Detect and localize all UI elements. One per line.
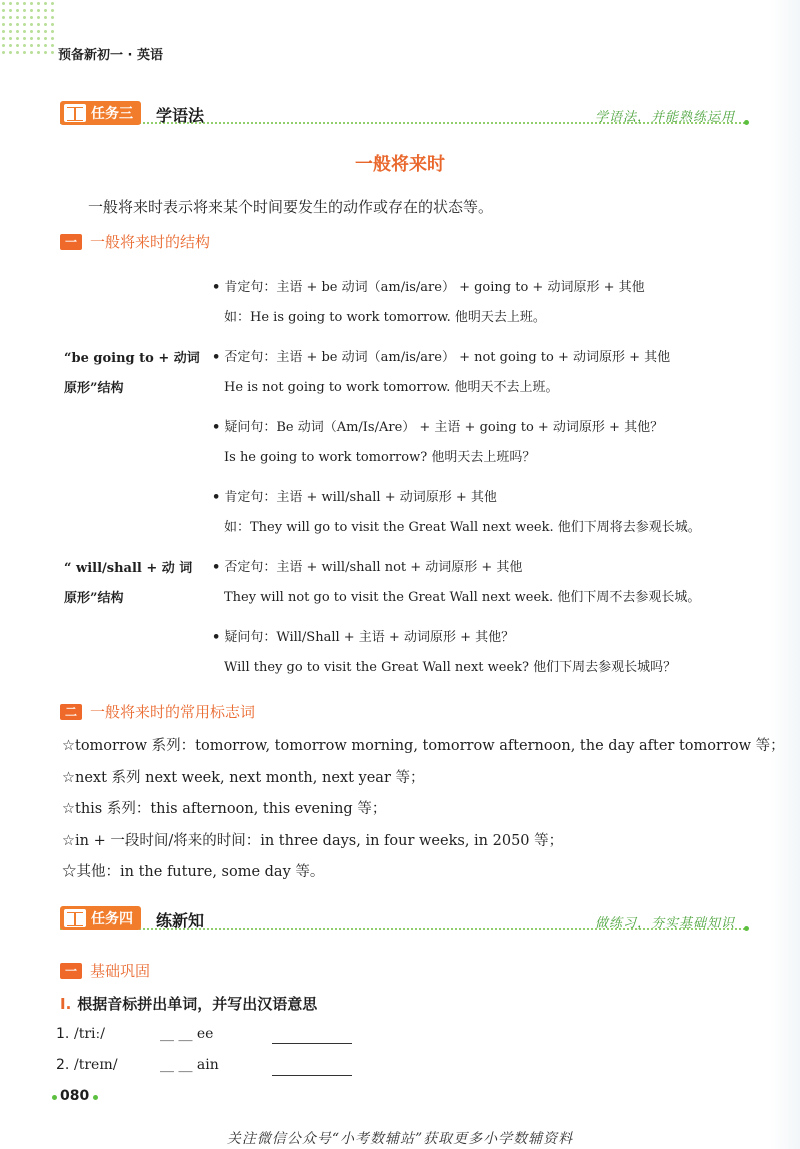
rule-question-will: • 疑问句：Will/Shall + 主语 + 动词原形 + 其他？ (212, 630, 515, 645)
item-phonetic: /triː/ (74, 1026, 105, 1042)
marker-line: ☆tomorrow 系列：tomorrow, tomorrow morning, tomorrow afternoon, the day after tomorrow 等； (62, 738, 785, 754)
page-number-dot (93, 1095, 98, 1100)
rule-question-going: • 疑问句：Be 动词（Am/Is/Are） + 主语 + going to + 动词原形 + 其他？ (212, 420, 664, 435)
task3-badge (60, 101, 141, 125)
task4-badge-label: 任务四 (91, 911, 133, 927)
task3-badge-label: 任务三 (91, 106, 133, 122)
example-affirmative-will: 如：They will go to visit the Great Wall next week. 他们下周将去参观长城。 (224, 520, 701, 535)
page-number-dot (52, 1095, 57, 1100)
subheading-number: 一 (60, 234, 82, 250)
task4-badge (60, 906, 141, 930)
rule-affirmative-will: • 肯定句：主语 + will/shall + 动词原形 + 其他 (212, 490, 497, 505)
task4-tip: 做练习，夯实基础知识 (595, 916, 736, 931)
task4-name: 练新知 (156, 911, 205, 930)
footer-note: 关注微信公众号“小考数辅站”获取更多小学数辅资料 (226, 1131, 574, 1147)
notebook-icon (64, 909, 86, 927)
marker-line: ☆in + 一段时间/将来的时间：in three days, in four weeks, in 2050 等； (62, 833, 564, 849)
section-title: 一般将来时 (355, 154, 445, 175)
question-number: Ⅰ. (60, 995, 72, 1013)
divider-dot (744, 120, 749, 125)
task3-tip: 学语法，并能熟练运用 (595, 110, 736, 125)
item-number: 1. (56, 1026, 70, 1042)
subheading-basics (60, 960, 150, 981)
rule-negative-going: • 否定句：主语 + be 动词（am/is/are） + not going to + 动词原形 + 其他 (212, 350, 671, 365)
question-heading (60, 993, 317, 1014)
answer-line[interactable] (272, 1043, 352, 1044)
rule-negative-will: • 否定句：主语 + will/shall not + 动词原形 + 其他 (212, 560, 523, 575)
subheading-text: 一般将来时的结构 (90, 233, 211, 251)
going-to-label-line2: 原形”结构 (64, 381, 124, 396)
marker-line: ☆this 系列：this afternoon, this evening 等； (62, 801, 387, 817)
item-spelling-blank: __ __ ain (160, 1057, 219, 1073)
item-spelling-blank: __ __ ee (160, 1026, 214, 1042)
divider-dot (744, 926, 749, 931)
subheading-number: 一 (60, 963, 82, 979)
intro-text: 一般将来时表示将来某个时间要发生的动作或存在的状态等。 (88, 198, 494, 216)
subheading-structure (60, 231, 210, 252)
page-number: 080 (60, 1088, 90, 1104)
example-question-going: Is he going to work tomorrow? 他明天去上班吗？ (224, 450, 536, 465)
example-negative-going: He is not going to work tomorrow. 他明天不去上班。 (224, 380, 559, 395)
book-icon (64, 104, 86, 122)
going-to-label-line1: “be going to + 动词 (64, 351, 200, 366)
task3-name: 学语法 (156, 106, 205, 125)
example-question-will: Will they go to visit the Great Wall next week? 他们下周去参观长城吗？ (224, 660, 677, 675)
answer-line[interactable] (272, 1075, 352, 1076)
marker-line: ☆其他：in the future, some day 等。 (62, 864, 325, 880)
item-phonetic: /treɪn/ (74, 1057, 118, 1073)
item-number: 2. (56, 1057, 70, 1073)
subheading-text: 基础巩固 (90, 962, 151, 980)
subheading-markers (60, 701, 255, 722)
will-label-line1: “ will/shall + 动 词 (64, 561, 193, 576)
dot-pattern-decoration (0, 0, 56, 58)
example-negative-will: They will not go to visit the Great Wall next week. 他们下周不去参观长城。 (224, 590, 701, 605)
example-affirmative-going: 如：He is going to work tomorrow. 他明天去上班。 (224, 310, 546, 325)
book-header-title: 预备新初一 · 英语 (58, 48, 163, 63)
subheading-text: 一般将来时的常用标志词 (90, 703, 256, 721)
question-title: 根据音标拼出单词，并写出汉语意思 (77, 995, 318, 1013)
rule-affirmative-going: • 肯定句：主语 + be 动词（am/is/are） + going to + 动词原形 + 其他 (212, 280, 645, 295)
marker-line: ☆next 系列 next week, next month, next year 等； (62, 770, 425, 786)
will-label-line2: 原形”结构 (64, 591, 124, 606)
subheading-number: 二 (60, 704, 82, 720)
